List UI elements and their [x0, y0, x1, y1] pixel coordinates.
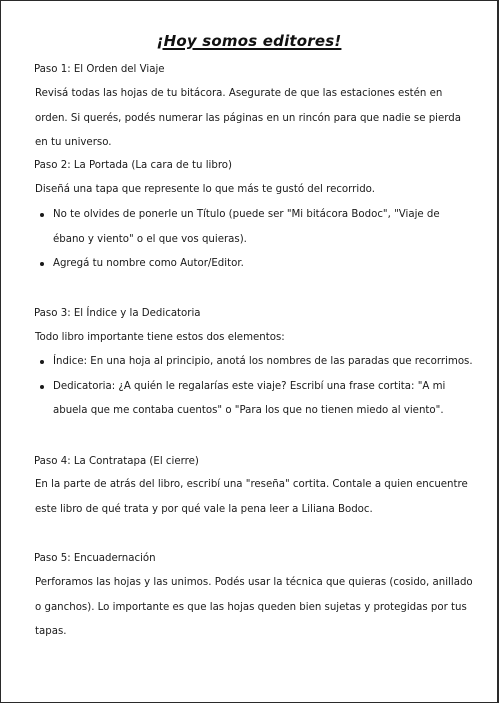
step-3-heading: Paso 3: El Índice y la Dedicatoria [34, 308, 201, 319]
document-title: ¡Hoy somos editores! [156, 32, 342, 50]
step-1-heading: Paso 1: El Orden del Viaje [34, 64, 165, 75]
list-item: No te olvides de ponerle un Título (puede ser "Mi bitácora Bodoc", "Viaje de ébano y viento" o el que vos quieras). [53, 203, 473, 252]
step-5-text: Perforamos las hojas y las unimos. Podés usar la técnica que quieras (cosido, anillado o ganchos). Lo importante es que las hojas queden bien sujetas y protegidas por tus tapas. [35, 577, 473, 637]
step-2-list [39, 203, 473, 277]
step-4-heading: Paso 4: La Contratapa (El cierre) [34, 456, 199, 467]
list-item: Agregá tu nombre como Autor/Editor. [53, 252, 473, 277]
step-3-text: Todo libro importante tiene estos dos elementos: [35, 332, 285, 343]
step-5-heading: Paso 5: Encuadernación [34, 553, 156, 564]
step-3-list [39, 350, 473, 424]
list-item: Índice: En una hoja al principio, anotá los nombres de las paradas que recorrimos. [53, 350, 473, 375]
list-item: Dedicatoria: ¿A quién le regalarías este viaje? Escribí una frase cortita: "A mi abuela que me contaba cuentos" o "Para los que no tienen miedo al viento". [53, 375, 473, 424]
step-2-text: Diseñá una tapa que represente lo que más te gustó del recorrido. [35, 184, 375, 195]
step-2-heading: Paso 2: La Portada (La cara de tu libro) [34, 160, 233, 171]
step-1-text: Revisá todas las hojas de tu bitácora. Asegurate de que las estaciones estén en orden. Si querés, podés numerar las páginas en un rincón para que nadie se pierda en tu universo. [35, 88, 461, 148]
step-4-text: En la parte de atrás del libro, escribí una "reseña" cortita. Contale a quien encuentre este libro de qué trata y por qué vale la pena leer a Liliana Bodoc. [35, 479, 468, 515]
